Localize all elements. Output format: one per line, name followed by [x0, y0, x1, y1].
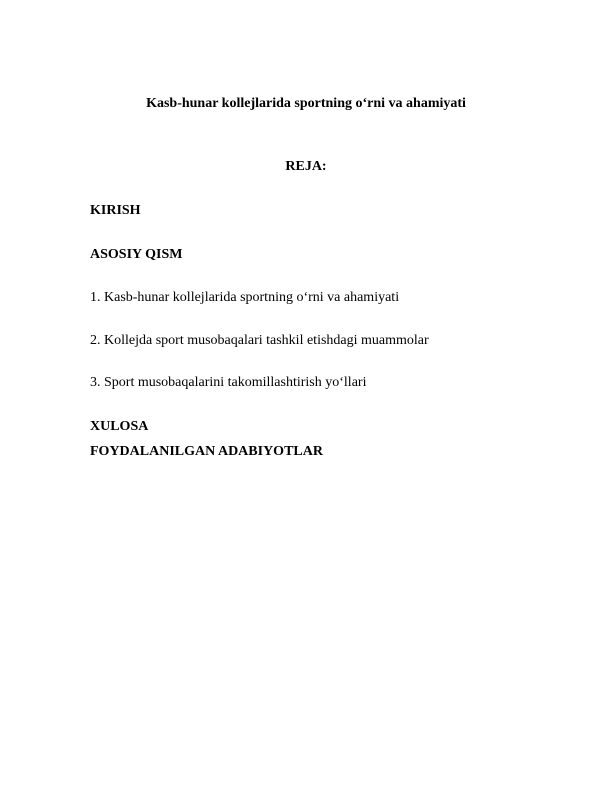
document-title: Kasb-hunar kollejlarida sportning o‘rni va ahamiyati	[146, 96, 466, 111]
plan-item: 2. Kollejda sport musobaqalari tashkil etishdagi muammolar	[90, 333, 429, 348]
section-intro: KIRISH	[90, 203, 141, 218]
plan-item: 1. Kasb-hunar kollejlarida sportning o‘rni va ahamiyati	[90, 290, 400, 305]
section-main-part: ASOSIY QISM	[90, 247, 183, 262]
section-conclusion: XULOSA	[90, 419, 149, 434]
plan-heading: REJA:	[285, 159, 327, 174]
plan-item: 3. Sport musobaqalarini takomillashtirish yo‘llari	[90, 375, 367, 390]
section-references: FOYDALANILGAN ADABIYOTLAR	[90, 444, 323, 459]
